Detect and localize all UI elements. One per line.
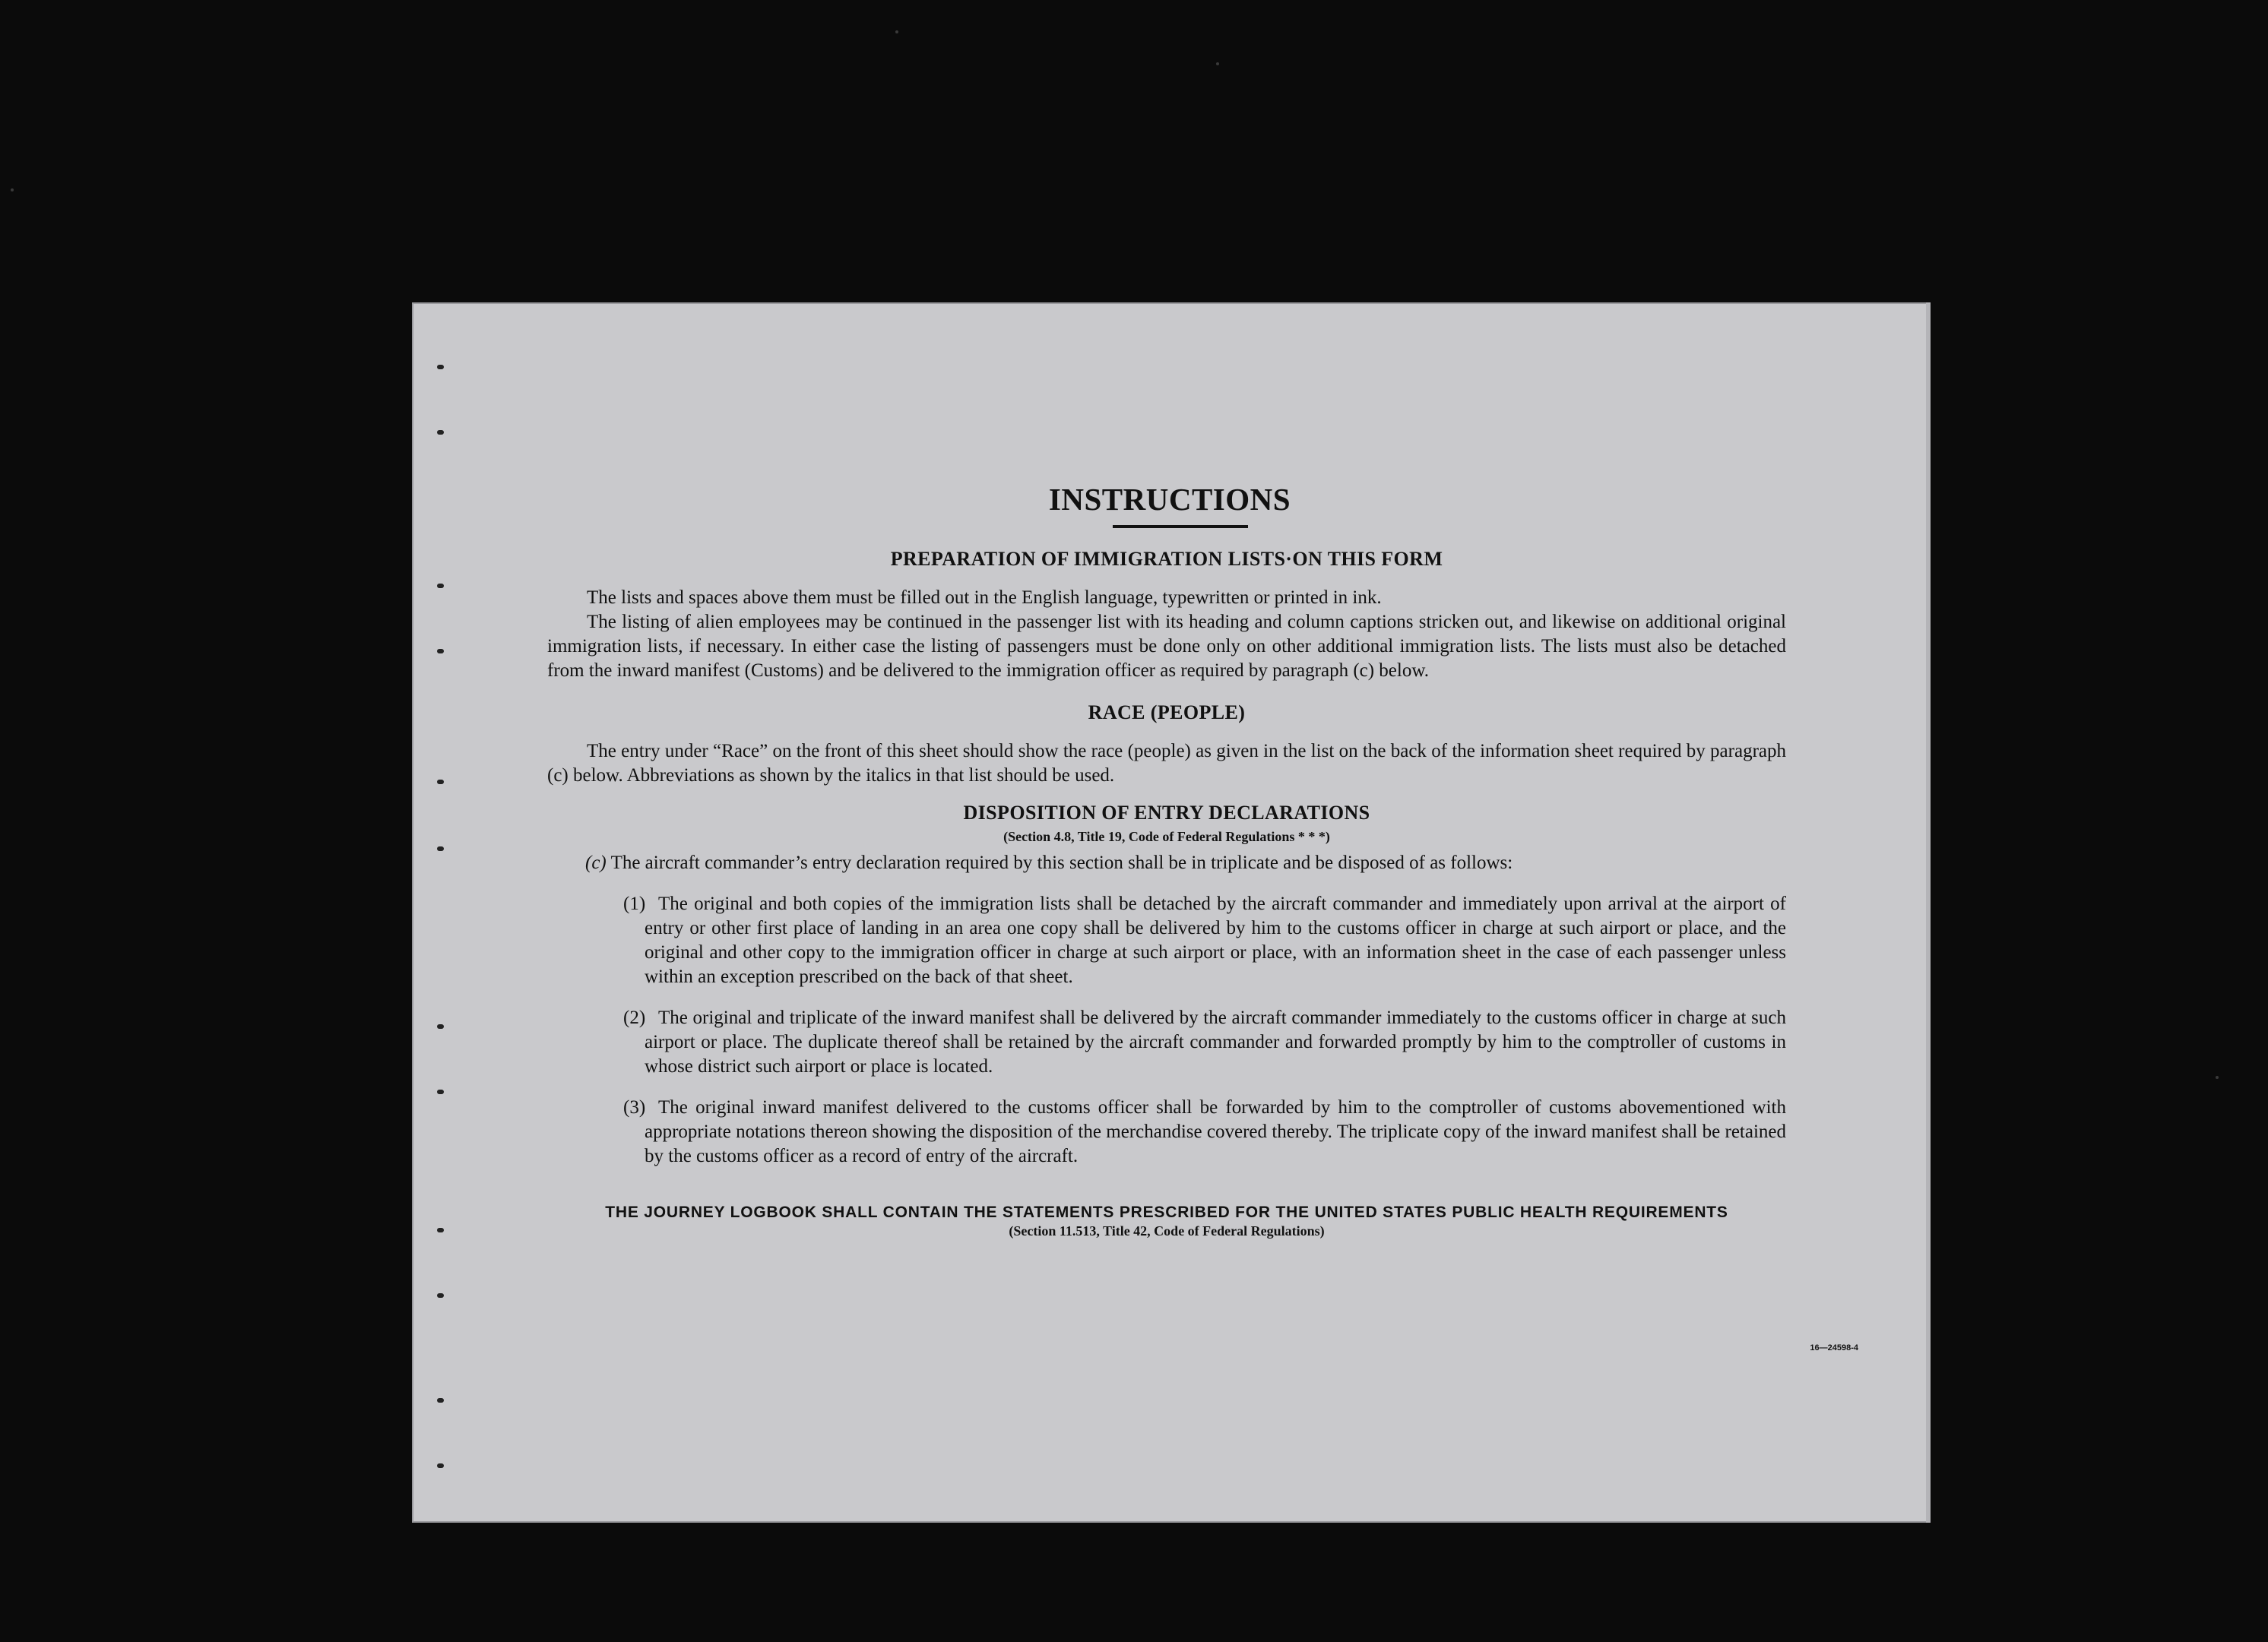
disposition-clause xyxy=(585,851,1786,875)
backdrop-speck xyxy=(1216,62,1219,65)
punch-mark xyxy=(437,846,444,851)
form-number: 16—24598-4 xyxy=(1810,1343,1858,1353)
item-text: The original and triplicate of the inward manifest shall be delivered by the aircraft commander immediately to the customs officer in charge at such airport or place. The duplicate thereof shall be retained by the aircraft commander and forwarded promptly by him to the comptroller of customs in whose district such airport or place is located. xyxy=(645,1008,1786,1077)
punch-mark xyxy=(437,1024,444,1029)
punch-mark xyxy=(437,584,444,588)
disposition-item-2 xyxy=(623,1006,1786,1079)
punch-mark xyxy=(437,430,444,435)
section-heading-disposition: DISPOSITION OF ENTRY DECLARATIONS xyxy=(963,802,1370,824)
item-text: The original and both copies of the immigration lists shall be detached by the aircraft commander and immediately upon arrival at the airport of entry or other first place of landing in an area one copy shall be delivered by him to the customs officer in charge at such airport or place, and the original and other copy to the immigration officer in charge at such airport or place, with an information sheet in the case of each passenger unless within an exception prescribed on the back of that sheet. xyxy=(645,894,1786,987)
backdrop-speck xyxy=(895,30,898,33)
item-text: The original inward manifest delivered to the customs officer shall be forwarded by him to the comptroller of customs abovementioned with appropriate notations thereon showing the disposition of the merchandise covered thereby. The triplicate copy of the inward manifest shall be retained by the customs officer as a record of entry of the aircraft. xyxy=(645,1097,1786,1166)
punch-mark xyxy=(437,1463,444,1468)
punch-mark xyxy=(437,649,444,653)
preparation-paragraph-1: The lists and spaces above them must be filled out in the English language, typewritten or printed in ink. xyxy=(587,587,1382,608)
backdrop-speck xyxy=(2216,1076,2219,1079)
instructions-content xyxy=(547,481,1786,1239)
clause-label: (c) xyxy=(585,853,607,873)
preparation-paragraph-2: The listing of alien employees may be continued in the passenger list with its heading and column captions stricken out, and likewise on additional original immigration lists, if necessary. In either case the listing of passengers must be done only on other additional immigration lists. The lists must also be detached from the inward manifest (Customs) and be delivered to the immigration officer as required by paragraph (c) below. xyxy=(547,612,1786,681)
punch-mark xyxy=(437,780,444,784)
section-heading-preparation: PREPARATION OF IMMIGRATION LISTS·ON THIS FORM xyxy=(890,548,1443,570)
item-number: (3) xyxy=(623,1097,646,1118)
punch-mark xyxy=(437,1293,444,1298)
punch-mark xyxy=(437,1090,444,1094)
title-underline xyxy=(1113,525,1248,528)
punch-mark xyxy=(437,1398,444,1403)
document-sheet xyxy=(412,302,1931,1523)
disposition-citation: (Section 4.8, Title 19, Code of Federal Regulations * * *) xyxy=(1003,829,1330,844)
punch-mark xyxy=(437,1228,444,1232)
disposition-item-3 xyxy=(623,1096,1786,1169)
disposition-item-1 xyxy=(623,892,1786,989)
clause-text: The aircraft commander’s entry declaration required by this section shall be in triplicate and be disposed of as follows: xyxy=(610,853,1513,873)
punch-mark xyxy=(437,365,444,369)
public-health-statement: THE JOURNEY LOGBOOK SHALL CONTAIN THE STATEMENTS PRESCRIBED FOR THE UNITED STATES PUBLIC HEALTH REQUIREMENTS xyxy=(605,1204,1728,1221)
item-number: (1) xyxy=(623,894,646,914)
backdrop-speck xyxy=(11,188,14,191)
public-health-citation: (Section 11.513, Title 42, Code of Federal Regulations) xyxy=(1009,1223,1325,1239)
section-heading-race: RACE (PEOPLE) xyxy=(1088,701,1246,723)
sheet-edge xyxy=(1926,302,1931,1523)
page-title: INSTRUCTIONS xyxy=(1048,482,1291,517)
item-number: (2) xyxy=(623,1008,646,1028)
race-paragraph: The entry under “Race” on the front of this sheet should show the race (people) as given in the list on the back of the information sheet required by paragraph (c) below. Abbreviations as shown by the italics in that list should be used. xyxy=(547,741,1786,786)
